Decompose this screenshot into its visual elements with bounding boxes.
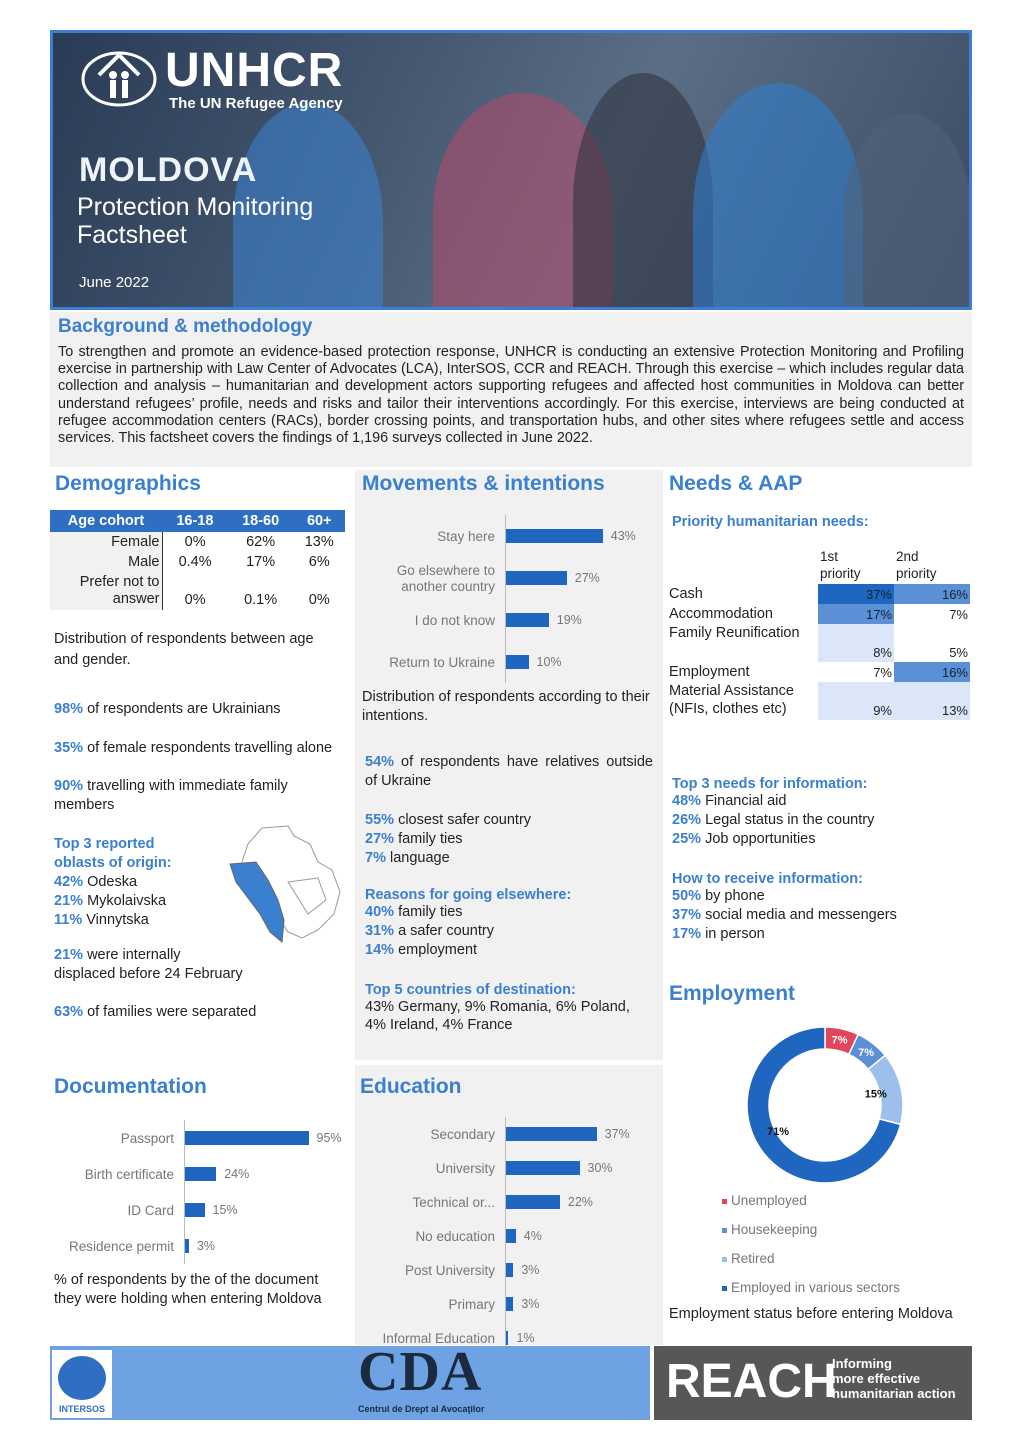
movements-heading: Movements & intentions: [362, 472, 605, 495]
stat-value: 40%: [365, 904, 395, 920]
oblast-name: Vinnytska: [86, 912, 149, 928]
bar-category-label-line: Technical or...: [412, 1195, 495, 1210]
table-cell: 0%: [184, 534, 206, 550]
stat-idp: [54, 946, 344, 984]
stat-text: Legal status in the country: [705, 812, 875, 828]
receive-info-block: [672, 871, 897, 944]
bar: [185, 1167, 216, 1181]
bar-category-label: [50, 1203, 174, 1219]
photo-figure: [693, 83, 863, 310]
stat-text: closest safer country: [398, 812, 532, 828]
bar-value-label: 22%: [567, 1195, 593, 1209]
stat-value: 42%: [54, 874, 84, 890]
oblast-name: Odeska: [87, 874, 138, 890]
needs-row: [668, 624, 972, 662]
documentation-section: [50, 1065, 348, 1340]
priority-heading: Priority humanitarian needs:: [672, 514, 869, 530]
needs-cell: [894, 662, 970, 682]
stat-value: 48%: [672, 793, 702, 809]
stat-value: 21%: [54, 947, 84, 963]
table-header: 16-18: [162, 510, 228, 532]
bar-category-label: [355, 1127, 495, 1143]
stat-value: 7%: [365, 850, 386, 866]
bar-category-label-line: Residence permit: [68, 1239, 174, 1254]
unhcr-emblem-icon: [79, 45, 159, 107]
stat-value: 31%: [365, 923, 395, 939]
needs-cell-value: 8%: [873, 645, 892, 660]
reach-mark: REACH: [666, 1355, 837, 1408]
stat-text: family ties: [398, 904, 463, 920]
bar: [506, 1263, 513, 1277]
needs-cell: [818, 604, 894, 624]
col-header-second: 2nd priority: [896, 549, 937, 581]
table-cell: 6%: [308, 554, 330, 570]
needs-heading: Needs & AAP: [669, 472, 803, 495]
bar-category-label-line: Secondary: [430, 1127, 495, 1142]
table-cell: 62%: [246, 534, 276, 550]
stat-value: 98%: [54, 701, 84, 717]
moldova-map-icon: [222, 822, 346, 950]
list-item: [672, 811, 874, 830]
stat-text: in person: [705, 926, 765, 942]
stat-relatives: [365, 753, 653, 791]
destinations-block: [365, 982, 653, 1034]
donut-label: 7%: [831, 1034, 848, 1047]
receive-heading: How to receive information:: [672, 871, 863, 887]
photo-figure: [573, 73, 713, 310]
background-section: [50, 312, 972, 467]
bar-category-label: [355, 1263, 495, 1279]
intersos-label: INTERSOS: [58, 1404, 105, 1414]
bar-category-label: [355, 1229, 495, 1245]
stat-value: 63%: [54, 1004, 84, 1020]
intentions-caption: Distribution of respondents according to their intentions.: [362, 689, 650, 724]
bar: [506, 1331, 508, 1345]
table-cell: 0.4%: [178, 554, 212, 570]
needs-cell: [818, 624, 894, 662]
list-item: [365, 941, 571, 960]
legend-swatch: [722, 1257, 727, 1262]
bar: [506, 571, 567, 585]
bar-category-label: [355, 1297, 495, 1313]
destinations-heading: Top 5 countries of destination:: [365, 982, 576, 998]
bar: [506, 1297, 513, 1311]
table-caption: Distribution of respondents between age and gender.: [54, 631, 314, 668]
intersos-globe-icon: [58, 1356, 106, 1400]
bar-category-label-line: Post University: [404, 1263, 495, 1278]
needs-cell-value: 13%: [941, 703, 968, 718]
donut-label: 71%: [766, 1126, 790, 1138]
reasons-heading: Reasons for going elsewhere:: [365, 887, 572, 903]
bar-value-label: 24%: [224, 1167, 250, 1181]
list-item: [365, 922, 571, 941]
documentation-caption: % of respondents by the of the document they were holding when entering Moldova: [54, 1272, 322, 1307]
stat-family: [54, 777, 339, 815]
needs-cell-value: 9%: [873, 703, 892, 718]
bar-category-label-line: Return to Ukraine: [389, 655, 495, 670]
legend-label: Retired: [731, 1251, 775, 1266]
stat-value: 27%: [365, 831, 395, 847]
col-header-first: 1st priority: [820, 549, 861, 581]
legend-item: [722, 1221, 900, 1250]
legend-item: [722, 1279, 900, 1308]
oblast-name: Mykolaivska: [87, 893, 167, 909]
country-title: MOLDOVA: [79, 151, 258, 189]
donut-label: 7%: [858, 1047, 875, 1060]
bar-value-label: 10%: [536, 655, 562, 669]
info-needs-block: [672, 776, 874, 849]
bar: [185, 1203, 205, 1217]
logo-tagline: The UN Refugee Agency: [169, 95, 343, 112]
stat-ukrainians: [54, 700, 281, 719]
stat-value: 25%: [672, 831, 702, 847]
stat-value: 54%: [365, 754, 395, 770]
stat-value: 35%: [54, 740, 84, 756]
hero-banner: [50, 30, 972, 310]
needs-cell: [894, 682, 970, 720]
bar: [506, 1127, 597, 1141]
needs-row: [668, 662, 972, 682]
employment-heading: Employment: [669, 982, 796, 1005]
legend-swatch: [722, 1228, 727, 1233]
cda-mark: CDA: [358, 1341, 483, 1403]
cda-subtitle: Centrul de Drept al Avocaţilor: [358, 1404, 485, 1414]
bar-category-label-line: No education: [415, 1229, 495, 1244]
stat-value: 14%: [365, 942, 395, 958]
bar: [506, 529, 603, 543]
needs-cell: [818, 682, 894, 720]
needs-cell: [894, 584, 970, 604]
stat-value: 26%: [672, 812, 702, 828]
bar-value-label: 3%: [521, 1263, 540, 1277]
list-item: [365, 849, 531, 868]
bar: [506, 1195, 560, 1209]
row-label: Female: [50, 532, 162, 552]
list-item: [672, 792, 874, 811]
list-item: [672, 887, 897, 906]
stat-value: 50%: [672, 888, 702, 904]
stat-text: social media and messengers: [705, 907, 897, 923]
legend-item: [722, 1250, 900, 1279]
oblasts-heading: [54, 835, 172, 873]
list-item: [54, 911, 172, 930]
stat-text: of families were separated: [87, 1004, 257, 1020]
intentions-chart: [355, 515, 663, 675]
legend-label: Unemployed: [731, 1193, 807, 1208]
bar-category-label-line: Primary: [448, 1297, 495, 1312]
oblasts-block: [54, 835, 172, 930]
bar-category-label: [355, 613, 495, 629]
table-cell: 0%: [308, 592, 330, 608]
bar-category-label: [355, 655, 495, 671]
needs-row-label: Material Assistance (NFIs, clothes etc): [669, 683, 794, 717]
needs-cell-value: 7%: [949, 607, 968, 622]
bar-category-label: [355, 529, 495, 545]
stat-value: 90%: [54, 778, 84, 794]
table-row: [50, 552, 345, 572]
list-item: [365, 811, 531, 830]
bar-value-label: 15%: [212, 1203, 238, 1217]
needs-cell: [894, 624, 970, 662]
list-item: [54, 892, 172, 911]
intersos-logo: [52, 1350, 112, 1418]
destinations-text: 43% Germany, 9% Romania, 6% Poland, 4% Ireland, 4% France: [365, 999, 630, 1033]
legend-label: Employed in various sectors: [731, 1280, 900, 1295]
demographics-section: [50, 470, 348, 1060]
bar: [506, 1229, 516, 1243]
stat-text: of respondents are Ukrainians: [87, 701, 281, 717]
needs-cell: [894, 604, 970, 624]
documentation-heading: Documentation: [54, 1075, 207, 1098]
needs-cell-value: 16%: [941, 665, 968, 680]
reach-logo: [654, 1346, 972, 1420]
table-row: [50, 572, 345, 610]
oblasts-heading-line: Top 3 reported: [54, 836, 155, 852]
document-date: June 2022: [79, 274, 150, 291]
education-section: [355, 1065, 663, 1345]
stat-text: employment: [398, 942, 478, 958]
employment-caption: Employment status before entering Moldova: [669, 1306, 953, 1322]
needs-row: [668, 584, 972, 604]
stat-text: were internally: [87, 947, 181, 963]
demographics-heading: Demographics: [55, 472, 201, 495]
stat-value: 37%: [672, 907, 702, 923]
reach-tagline-line: more effective: [832, 1371, 921, 1386]
bar-category-label-line: Go elsewhere to: [396, 563, 495, 578]
bar-category-label-line: I do not know: [414, 613, 495, 628]
stat-value: 21%: [54, 893, 84, 909]
reasons-block: [365, 887, 571, 960]
info-heading: Top 3 needs for information:: [672, 776, 868, 792]
bar-category-label-line: University: [435, 1161, 495, 1176]
stat-text: family ties: [398, 831, 463, 847]
bar-value-label: 3%: [521, 1297, 540, 1311]
row-label: Prefer not to answer: [50, 572, 162, 610]
needs-row-label: Cash: [669, 586, 703, 602]
stat-text: Financial aid: [705, 793, 787, 809]
needs-cell-value: 5%: [949, 645, 968, 660]
bar-value-label: 95%: [316, 1131, 342, 1145]
stat-text: of respondents have relatives outside of Ukraine: [365, 754, 653, 789]
bar-category-label-line: Birth certificate: [84, 1167, 174, 1182]
row-label: Male: [50, 552, 162, 572]
needs-cell: [818, 584, 894, 604]
bar: [185, 1131, 309, 1145]
title-line-1: Protection Monitoring: [77, 193, 314, 221]
stat-text: by phone: [705, 888, 765, 904]
bar-category-label: [355, 1195, 495, 1211]
education-heading: Education: [360, 1075, 462, 1098]
bar: [506, 613, 549, 627]
needs-section: [668, 470, 972, 990]
stat-text: displaced before 24 February: [54, 966, 243, 982]
table-cell: 0.1%: [244, 592, 278, 608]
bar-category-label: [355, 1161, 495, 1177]
stat-text: of female respondents travelling alone: [87, 740, 333, 756]
stat-separated: [54, 1003, 256, 1022]
list-item: [672, 906, 897, 925]
legend-item: [722, 1192, 900, 1221]
stat-text: travelling with immediate family members: [54, 778, 288, 813]
table-header: Age cohort: [50, 510, 162, 532]
bar-value-label: 43%: [610, 529, 636, 543]
stat-female-alone: [54, 739, 339, 758]
needs-row-label: Employment: [669, 664, 750, 680]
needs-cell-value: 37%: [865, 587, 892, 602]
list-item: [672, 830, 874, 849]
reach-tagline-line: humanitarian action: [832, 1386, 956, 1401]
logo-name: UNHCR: [165, 44, 344, 97]
needs-cell-value: 16%: [941, 587, 968, 602]
needs-row-label: Accommodation: [669, 606, 773, 622]
stat-text: language: [390, 850, 450, 866]
bar-value-label: 1%: [516, 1331, 535, 1345]
bar-category-label-line: ID Card: [127, 1203, 174, 1218]
bar-value-label: 4%: [523, 1229, 542, 1243]
donut-label: 15%: [864, 1088, 887, 1101]
cda-logo: [350, 1341, 550, 1420]
age-gender-table: [50, 510, 345, 610]
list-item: [672, 925, 897, 944]
bar-category-label-line: Stay here: [437, 529, 495, 544]
relatives-reasons-list: [365, 811, 531, 868]
title-line-2: Factsheet: [77, 221, 187, 249]
table-header: 60+: [294, 510, 346, 532]
needs-row: [668, 682, 972, 720]
bar-category-label: [50, 1167, 174, 1183]
needs-row-label: Family Reunification: [669, 625, 800, 641]
table-cell: 13%: [304, 534, 334, 550]
stat-value: 11%: [54, 912, 83, 928]
stat-text: Job opportunities: [705, 831, 816, 847]
background-heading: Background & methodology: [58, 316, 313, 337]
stat-value: 55%: [365, 812, 395, 828]
reach-tagline: [832, 1356, 956, 1401]
bar-value-label: 3%: [196, 1239, 215, 1253]
bar-value-label: 30%: [587, 1161, 613, 1175]
document-title: [77, 193, 313, 249]
table-cell: 0%: [184, 592, 206, 608]
table-row: [50, 532, 345, 552]
movements-section: [355, 470, 663, 1060]
bar: [506, 655, 529, 669]
bar-category-label-line: another country: [401, 579, 495, 594]
table-cell: 17%: [246, 554, 276, 570]
bar-category-label: [50, 1239, 174, 1255]
needs-row: [668, 604, 972, 624]
bar-category-label-line: Passport: [120, 1131, 174, 1146]
legend-label: Housekeeping: [731, 1222, 818, 1237]
legend-swatch: [722, 1286, 727, 1291]
bar-category-label: [355, 563, 495, 595]
bar-category-label-line: Informal Education: [382, 1331, 495, 1346]
legend-swatch: [722, 1199, 727, 1204]
bar-category-label: [50, 1131, 174, 1147]
oblasts-heading-line: oblasts of origin:: [54, 855, 172, 871]
documentation-chart: [50, 1120, 348, 1260]
needs-cell: [818, 662, 894, 682]
list-item: [365, 830, 531, 849]
partner-logos-footer: [50, 1341, 972, 1420]
employment-legend: [722, 1192, 900, 1308]
education-chart: [355, 1117, 663, 1346]
bar: [185, 1239, 189, 1253]
bar-value-label: 37%: [604, 1127, 630, 1141]
table-header: 18-60: [228, 510, 294, 532]
photo-figure: [843, 113, 972, 310]
stat-text: a safer country: [398, 923, 494, 939]
background-body: To strengthen and promote an evidence-based protection response, UNHCR is conducting an extensive Protection Monitoring and Profiling exercise in partnership with Law Center of Advocates (LCA), InterSOS, CCR and REACH. Through this exercise – which includes regular data collection and analysis – humanitarian and development actors supporting refugees and affected host communities in Moldova can better understand refugees’ profile, needs and risks and tailor their interventions accordingly. For this exercise, interviews are being conducted at refugee accommodation centers (RACs), border crossing points, and transportation hubs, and other sites where refugees settle and access services. This factsheet covers the findings of 1,196 surveys collected in June 2022.: [58, 344, 964, 447]
bar-value-label: 27%: [574, 571, 600, 585]
bar-value-label: 19%: [556, 613, 582, 627]
needs-cell-value: 17%: [865, 607, 892, 622]
stat-value: 17%: [672, 926, 702, 942]
needs-cell-value: 7%: [873, 665, 892, 680]
list-item: [54, 873, 172, 892]
list-item: [365, 903, 571, 922]
employment-section: [668, 980, 972, 1345]
employment-donut-chart: [740, 1020, 910, 1190]
bar: [506, 1161, 580, 1175]
reach-tagline-line: Informing: [832, 1356, 892, 1371]
